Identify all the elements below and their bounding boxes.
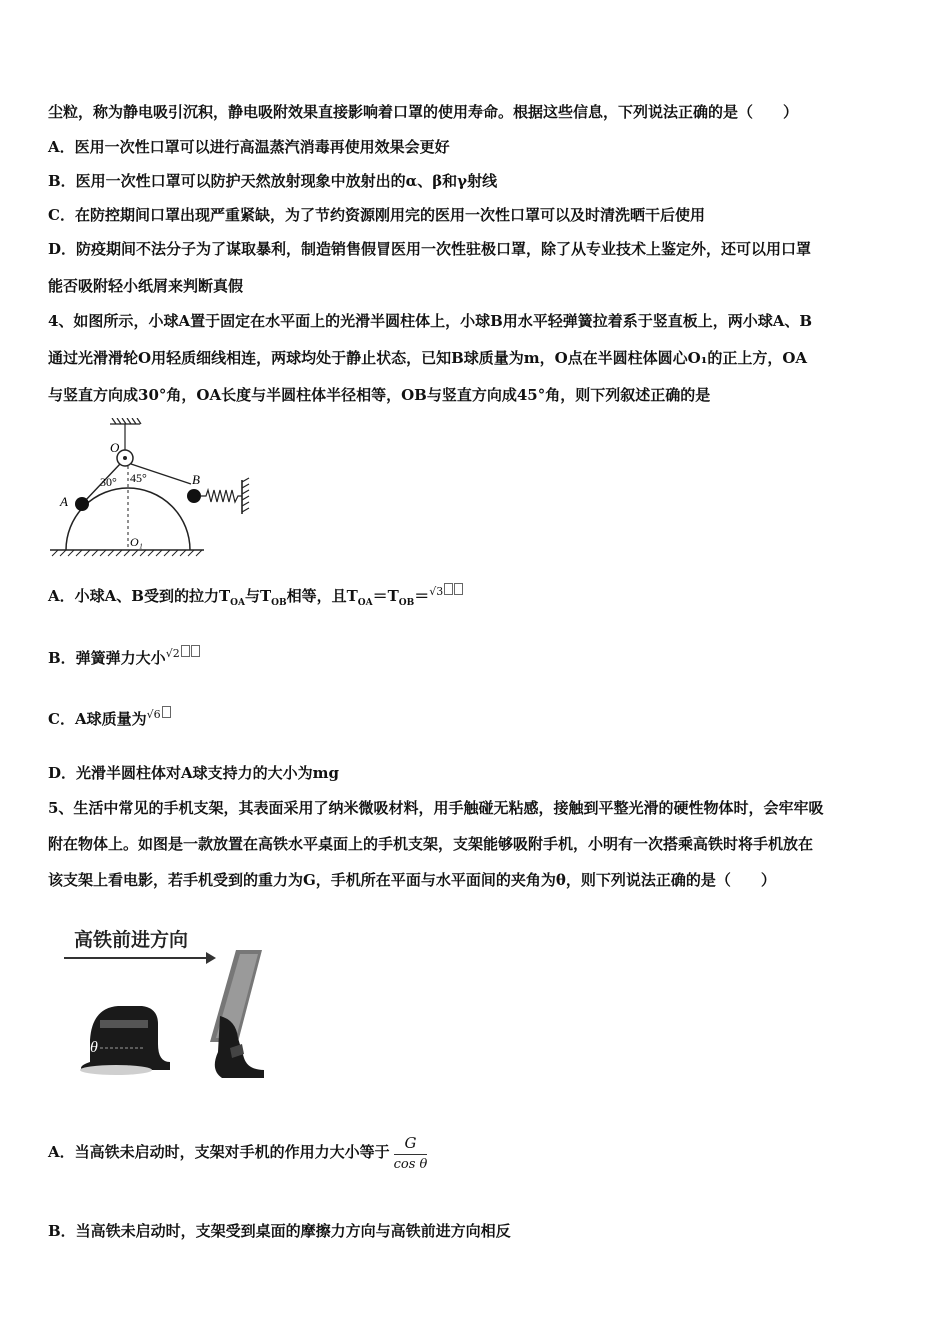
q3-option-c: C．在防控期间口罩出现严重紧缺，为了节约资源刚用完的医用一次性口罩可以及时清洗晒干后使用 <box>48 206 705 224</box>
label-o: O <box>110 440 120 455</box>
label-a: A <box>60 494 68 509</box>
direction-label: 高铁前进方向 <box>74 929 189 951</box>
missing-glyph <box>181 645 190 657</box>
phone-holder-left <box>80 1006 170 1075</box>
sqrt-3: √3 <box>429 585 444 598</box>
label-b: B <box>192 472 200 487</box>
q4-option-c: C．A球质量为$^{√6}$ <box>48 706 171 729</box>
theta-label: θ <box>90 1039 98 1056</box>
ground-hatch <box>50 550 204 556</box>
angle-30: 30° <box>100 475 117 489</box>
missing-glyph <box>454 583 463 595</box>
q3-option-d: D．防疫期间不法分子为了谋取暴利，制造销售假冒医用一次性驻极口罩，除了从专业技术上鉴定外，还可以用口罩 <box>48 240 812 258</box>
q4-stem-line2: 通过光滑滑轮O用轻质细线相连，两球均处于静止状态，已知B球质量为m，O点在半圆柱体圆心O₁的正上方，OA <box>48 349 808 367</box>
q4-stem-line3: 与竖直方向成30°角，OA长度与半圆柱体半径相等，OB与竖直方向成45°角，则下列叙述正确的是 <box>48 386 711 404</box>
q5-option-a: A．当高铁未启动时，支架对手机的作用力大小等于 $\frac{G}{\text{cos θ}}$ <box>48 1134 428 1172</box>
ball-a <box>75 497 89 511</box>
q4-option-a: A．小球A、B受到的拉力$T_{OA}$与$T_{OB}$相等，且$T_{OA}=T_{OB}=^{√3}$ <box>48 583 463 608</box>
q5-stem-line1: 5、生活中常见的手机支架，其表面采用了纳米微吸材料，用手触碰无粘感，接触到平整光滑的硬性物体时，会牢牢吸 <box>48 799 824 817</box>
fraction-g-over-cos: $\frac{G}{\text{cos θ}}$ <box>393 1134 428 1172</box>
q5-stem-line2: 附在物体上。如图是一款放置在高铁水平桌面上的手机支架，支架能够吸附手机，小明有一次搭乘高铁时将手机放在 <box>48 835 814 853</box>
q4-stem-line1: 4、如图所示，小球A置于固定在水平面上的光滑半圆柱体上，小球B用水平轻弹簧拉着系于竖直板上，两小球A、B <box>48 312 813 330</box>
sqrt-2: √2 <box>165 647 180 660</box>
q3-option-d-cont: 能否吸附轻小纸屑来判断真假 <box>48 277 244 295</box>
q5-figure <box>60 920 290 1090</box>
ball-b <box>187 489 201 503</box>
label-o1: O₁ <box>130 535 143 549</box>
spring <box>201 490 242 502</box>
missing-glyph <box>191 645 200 657</box>
angle-45: 45° <box>130 471 147 485</box>
phone-holder-right <box>210 950 264 1078</box>
q3-stem-tail: 尘粒，称为静电吸引沉积，静电吸附效果直接影响着口罩的使用寿命。根据这些信息，下列说法正确的是（ ） <box>48 103 799 121</box>
q5-option-b: B．当高铁未启动时，支架受到桌面的摩擦力方向与高铁前进方向相反 <box>48 1222 511 1240</box>
missing-glyph <box>162 706 171 718</box>
q3-option-b: B．医用一次性口罩可以防护天然放射现象中放射出的α、β和γ射线 <box>48 172 498 190</box>
wall <box>242 478 249 514</box>
q4-option-d: D．光滑半圆柱体对A球支持力的大小为mg <box>48 764 340 782</box>
sqrt-6: √6 <box>146 708 161 721</box>
direction-arrow <box>64 952 216 964</box>
q4-option-b: B．弹簧弹力大小$^{√2}$ <box>48 645 200 668</box>
q5-stem-line3: 该支架上看电影，若手机受到的重力为G，手机所在平面与水平面间的夹角为θ，则下列说法正确的是（ ） <box>48 871 776 889</box>
missing-glyph <box>444 583 453 595</box>
q3-option-a: A．医用一次性口罩可以进行高温蒸汽消毒再使用效果会更好 <box>48 138 450 156</box>
q4-figure <box>44 418 264 563</box>
